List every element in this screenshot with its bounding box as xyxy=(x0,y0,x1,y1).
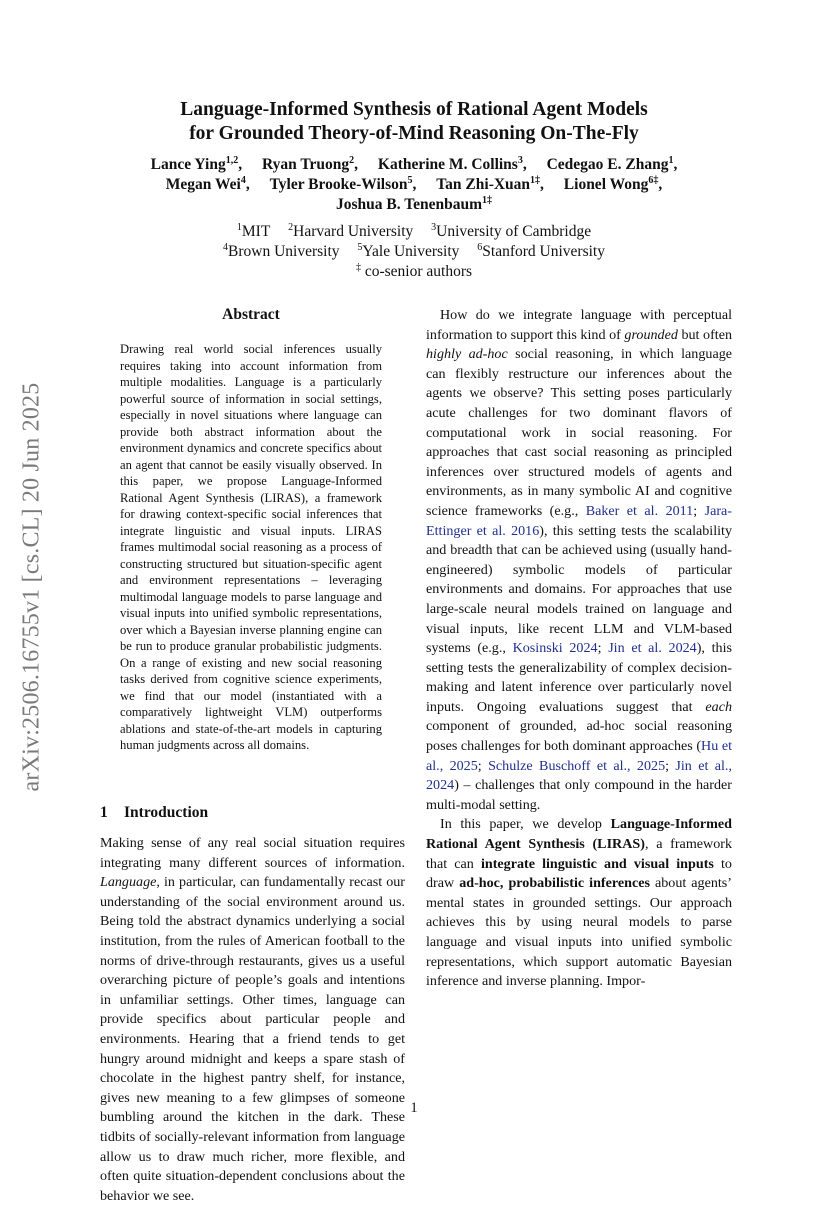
paper-title xyxy=(0,98,828,146)
author-row-3 xyxy=(0,195,828,215)
affiliation: $^5$Yale University xyxy=(357,242,460,260)
section-title: Introduction xyxy=(124,804,209,821)
section-number: 1 xyxy=(100,804,108,821)
abstract-body: Drawing real world social inferences usually requires taking into account information from multiple modalities. Language is a particularly powerful source of information in social settings, especially in novel situations where language can provide both abstract information about the environment dynamics and concrete specifics about an agent that cannot be easily visually observed. In this paper, we propose Language-Informed Rational Agent Synthesis (LIRAS), a framework for drawing context-specific social inferences that integrate linguistic and visual inputs. LIRAS frames multimodal social reasoning as a process of constructing structured but situation-specific agent and environment representations – leveraging multimodal language models to parse language and visual inputs into unified symbolic representations, over which a Bayesian inverse planning engine can be run to produce granular probabilistic judgments. On a range of existing and new social reasoning tasks derived from cognitive science experiments, we find that our model (instantiated with a comparatively lightweight VLM) outperforms ablations and state-of-the-art models in capturing human judgments across all domains. xyxy=(120,342,382,752)
right-column xyxy=(426,306,732,992)
co-senior-note: ‡ co-senior authors xyxy=(355,262,473,280)
author: Tyler Brooke-Wilson$^5$, xyxy=(269,175,417,193)
affiliations xyxy=(0,222,828,282)
affiliation: $^2$Harvard University xyxy=(288,222,414,240)
author: Joshua B. Tenenbaum$^{1\ddagger}$ xyxy=(335,195,493,213)
citation-link[interactable]: Jin et al. 2024 xyxy=(608,640,697,657)
author-row-2 xyxy=(0,175,828,195)
abstract-heading: Abstract xyxy=(222,306,280,323)
citation-link[interactable]: Baker et al. 2011 xyxy=(585,502,694,519)
page-number: 1 xyxy=(410,1100,418,1116)
author: Katherine M. Collins$^3$, xyxy=(377,155,527,173)
affiliation: $^1$MIT xyxy=(236,222,271,240)
citation-link[interactable]: Jin et al., 2024 xyxy=(426,757,732,794)
title-line-2: for Grounded Theory-of-Mind Reasoning On-The-Fly xyxy=(189,123,639,144)
arxiv-sidebar xyxy=(12,347,52,827)
intro-paragraph-1: Making sense of any real social situation requires integrating many different sources of information. Language, in particular, can fundamentally recast our understanding of the social environment around us. Being told the abstract dynamics underlying a social institution, from the rules of American football to the norms of drive-through restaurants, gives us a useful overarching picture of people’s goals and intentions in unfamiliar settings. Other times, language can provide specifics about particular people and environments. Hearing that a friend tends to get hungry around midnight and keeps a spare stash of chocolate in the highest pantry shelf, for instance, gives new meaning to a few glimpses of someone bumbling around the kitchen in the dark. These tidbits of socially-relevant information from language allow us to draw much richer, more flexible, and often quite situation-dependent conclusions about the behavior we see. xyxy=(100,835,405,1204)
citation-link[interactable]: Jara-Ettinger et al. 2016 xyxy=(426,502,732,539)
author-row-1 xyxy=(0,155,828,175)
affiliation: $^3$University of Cambridge xyxy=(431,222,592,240)
affiliation-row-1 xyxy=(0,222,828,242)
affiliation-row-2 xyxy=(0,242,828,262)
citation-link[interactable]: Kosinski 2024 xyxy=(512,640,598,657)
title-line-1: Language-Informed Synthesis of Rational Agent Models xyxy=(180,99,648,120)
intro-paragraph-2: How do we integrate language with perceptual information to support this kind of grounded but often highly ad-hoc social reasoning, in which language can flexibly restructure our inferences about the agents we observe? This setting poses particularly acute challenges for two dominant flavors of computational work in social reasoning. For approaches that cast social reasoning as principled inferences over structured models of agents and environments, as in many symbolic AI and cognitive science frameworks (e.g., Baker et al. 2011; Jara-Ettinger et al. 2016), this setting tests the scalability and breadth that can be achieved using (usually hand-engineered) symbolic models of particular environments and domains. For approaches that use large-scale neural models trained on language and visual inputs, like recent LLM and VLM-based systems (e.g., Kosinski 2024; Jin et al. 2024), this setting tests the generalizability of complex decision-making and latent inference over particularly novel inputs. Ongoing evaluations suggest that each component of grounded, ad-hoc social reasoning poses challenges for both dominant approaches (Hu et al., 2025; Schulze Buschoff et al., 2025; Jin et al., 2024) – challenges that only compound in the harder multi-modal setting. xyxy=(426,307,733,813)
arxiv-identifier: arXiv:2506.16755v1 [cs.CL] 20 Jun 2025 xyxy=(18,382,45,792)
intro-paragraph-3: In this paper, we develop Language-Informed Rational Agent Synthesis (LIRAS), a framework that can integrate linguistic and visual inputs to draw ad-hoc, probabilistic inferences about agents’ mental states in grounded settings. Our approach achieves this by using neural models to parse language and visual inputs into unified symbolic representations, which support automatic Bayesian inference and inverse planning. Impor- xyxy=(426,816,732,990)
author: Lionel Wong$^{6\ddagger}$, xyxy=(563,175,663,193)
citation-link[interactable]: Hu et al., 2025 xyxy=(426,738,732,774)
author: Megan Wei$^4$, xyxy=(165,175,250,193)
affiliation: $^4$Brown University xyxy=(223,242,340,260)
author: Lance Ying$^{1,2}$, xyxy=(150,155,243,173)
author: Ryan Truong$^2$, xyxy=(261,155,359,173)
citation-link[interactable]: Schulze Buschoff et al., 2025 xyxy=(488,757,666,774)
affiliation: $^6$Stanford University xyxy=(477,242,605,260)
section-heading-introduction xyxy=(100,804,208,822)
author: Cedegao E. Zhang$^1$, xyxy=(546,155,678,173)
author-list xyxy=(0,155,828,215)
author: Tan Zhi-Xuan$^{1\ddagger}$, xyxy=(436,175,544,193)
